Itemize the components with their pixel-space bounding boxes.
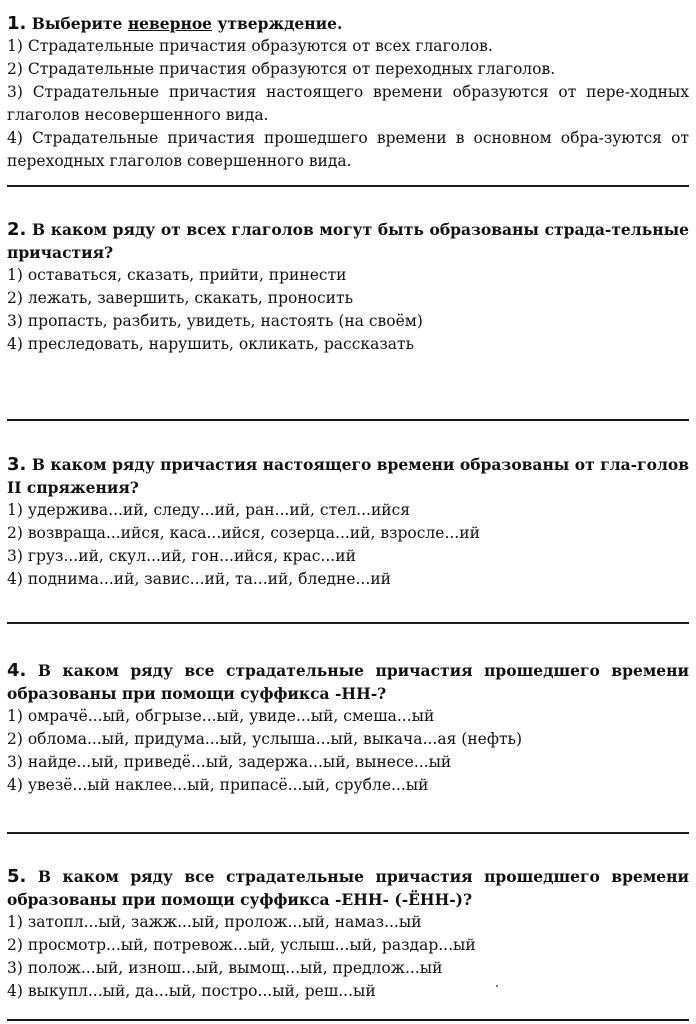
- question-5-header: [7, 865, 689, 911]
- stray-dot: [496, 985, 498, 987]
- answer-option: 3) Страдательные причастия настоящего времени образуются от пере-ходных глаголов несовершенного вида.: [7, 83, 689, 124]
- answer-option: 1) удержива...ий, следу...ий, ран...ий, стел...ийся: [7, 501, 411, 519]
- answer-option: 3) полож...ый, изнош...ый, вымощ...ый, предлож...ый: [7, 959, 443, 977]
- question-number: 2.: [7, 219, 27, 240]
- question-text: В каком ряду причастия настоящего времени образованы от гла-голов II спряжения?: [7, 455, 689, 497]
- question-3-header: [7, 453, 689, 499]
- question-number: 1.: [7, 13, 27, 34]
- question-1: [7, 12, 689, 173]
- question-text: Выберите неверное утверждение.: [31, 14, 343, 33]
- answer-option: 2) возвраща...ийся, каса...ийся, созерца...ий, взросле...ий: [7, 524, 480, 542]
- divider: [7, 832, 689, 834]
- answer-option: 3) пропасть, разбить, увидеть, настоять (на своём): [7, 312, 423, 330]
- answer-option: 4) Страдательные причастия прошедшего времени в основном обра-зуются от переходных глаголов совершенного вида.: [7, 129, 689, 170]
- question-2-header: [7, 218, 689, 264]
- answer-option: 1) омрачё...ый, обгрызе...ый, увиде...ый, смеша...ый: [7, 707, 435, 725]
- answer-option: 4) выкупл...ый, да...ый, постро...ый, реш...ый: [7, 982, 376, 1000]
- question-number: 4.: [7, 660, 27, 681]
- answer-option: 2) лежать, завершить, скакать, проносить: [7, 289, 354, 307]
- divider: [7, 419, 689, 421]
- divider: [7, 622, 689, 624]
- answer-option: 4) преследовать, нарушить, окликать, рассказать: [7, 335, 415, 353]
- answer-option: 2) просмотр...ый, потревож...ый, услыш...ый, раздар...ый: [7, 936, 476, 954]
- question-text: В каком ряду все страдательные причастия прошедшего времени образованы при помощи суффикса -НН-?: [7, 661, 689, 703]
- answer-option: 4) увезё...ый наклее...ый, припасё...ый, срубле...ый: [7, 776, 429, 794]
- question-text: В каком ряду от всех глаголов могут быть образованы страда-тельные причастия?: [7, 220, 689, 262]
- question-1-header: [7, 12, 689, 35]
- question-number: 3.: [7, 454, 27, 475]
- underlined-word: неверное: [127, 14, 213, 33]
- answer-option: 1) Страдательные причастия образуются от всех глаголов.: [7, 37, 493, 55]
- divider: [7, 1019, 689, 1021]
- question-5: [7, 865, 689, 1003]
- answer-option: 4) поднима...ий, завис...ий, та...ий, бледне...ий: [7, 570, 391, 588]
- question-text: В каком ряду все страдательные причастия прошедшего времени образованы при помощи суффикса -ЕНН- (-ЁНН-)?: [7, 867, 689, 909]
- answer-option: 3) груз...ий, скул...ий, гон...ийся, крас...ий: [7, 547, 356, 565]
- answer-option: 3) найде...ый, приведё...ый, задержа...ый, вынесе...ый: [7, 753, 452, 771]
- question-4-header: [7, 659, 689, 705]
- question-3: [7, 453, 689, 591]
- question-2: [7, 218, 689, 356]
- answer-option: 2) Страдательные причастия образуются от переходных глаголов.: [7, 60, 556, 78]
- answer-option: 1) оставаться, сказать, прийти, принести: [7, 266, 347, 284]
- question-number: 5.: [7, 866, 27, 887]
- question-4: [7, 659, 689, 797]
- answer-option: 1) затопл...ый, зажж...ый, пролож...ый, намаз...ый: [7, 913, 422, 931]
- divider: [7, 185, 689, 187]
- answer-option: 2) облома...ый, придума...ый, услыша...ый, выкача...ая (нефть): [7, 730, 523, 748]
